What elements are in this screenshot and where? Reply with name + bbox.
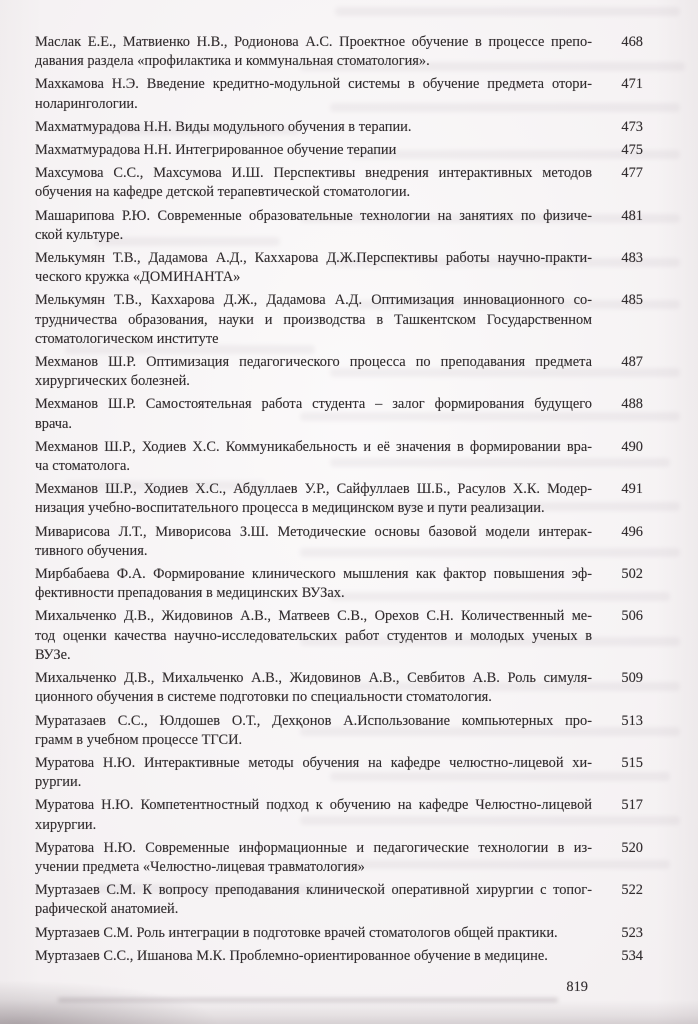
toc-entry-text bbox=[35, 164, 592, 202]
toc-entry bbox=[35, 796, 643, 834]
toc-entry-line: низация учебно-воспитательного процесса в медицинском вузе и пути реализации. bbox=[35, 500, 545, 517]
toc-entry-line: Муратазаев С.С., Юлдошев О.Т., Дехқонов А.Использование компьютерных про- bbox=[35, 712, 592, 729]
toc-entry-line: Мехманов Ш.Р., Ходиев Х.С. Коммуникабельность и её значения в формировании вра- bbox=[35, 438, 592, 455]
toc-entry-line: врача. bbox=[35, 415, 73, 432]
toc-entry-line: грамм в учебном процессе ТГСИ. bbox=[35, 731, 243, 748]
scan-smudge-line bbox=[58, 998, 558, 1002]
toc-entry-page-number: 488 bbox=[621, 396, 643, 413]
toc-entry-line: ча стоматолога. bbox=[35, 458, 131, 475]
toc-entry-page-number: 502 bbox=[621, 566, 643, 583]
toc-entry-text bbox=[35, 523, 592, 561]
toc-entry-text bbox=[35, 669, 592, 707]
page-number-folio: 819 bbox=[566, 978, 588, 995]
toc-entry-line: давания раздела «профилактика и коммунальная стоматология». bbox=[35, 53, 430, 70]
scan-bottom-shadow bbox=[0, 1000, 698, 1024]
toc-entry bbox=[35, 712, 643, 750]
toc-entry-line: ноларингологии. bbox=[35, 95, 138, 112]
toc-entry-line: ционного обучения в системе подготовки по специальности стоматология. bbox=[35, 689, 492, 706]
toc-entry-line: Мехманов Ш.Р., Ходиев Х.С., Абдуллаев У.Р., Сайфуллаев Ш.Б., Расулов Х.К. Модер- bbox=[35, 481, 592, 498]
toc-entry-text bbox=[35, 33, 592, 71]
toc-entry-text bbox=[35, 118, 592, 137]
toc-entry-line: Муратова Н.Ю. Современные информационные и педагогические технологии в из- bbox=[35, 839, 592, 856]
toc-entry bbox=[35, 523, 643, 561]
toc-entry-line: рафической анатомией. bbox=[35, 901, 179, 918]
toc-entry-page-number: 481 bbox=[621, 207, 643, 224]
toc-entry-page-number: 509 bbox=[621, 670, 643, 687]
toc-entry-page-number: 523 bbox=[621, 924, 643, 941]
toc-entry-line: фективности препадования в медицинских ВУЗах. bbox=[35, 585, 345, 602]
toc-entry-page-number: 496 bbox=[621, 523, 643, 540]
toc-entry-line: Мехманов Ш.Р. Оптимизация педагогического процесса по преподавания предмета bbox=[35, 354, 592, 371]
toc-entry-page-number: 491 bbox=[621, 481, 643, 498]
toc-entry bbox=[35, 118, 643, 137]
toc-entry-line: Михальченко Д.В., Михальченко А.В., Жидовинов А.В., Севбитов А.В. Роль симуля- bbox=[35, 670, 592, 687]
toc-entry-line: ВУЗе. bbox=[35, 646, 71, 663]
toc-entry-page-number: 473 bbox=[621, 118, 643, 135]
toc-entry-line: стоматологическом институте bbox=[35, 330, 219, 347]
toc-entry-text bbox=[35, 480, 592, 518]
toc-entry bbox=[35, 669, 643, 707]
toc-entry-page-number: 477 bbox=[621, 165, 643, 182]
toc-entry-line: тод оценки качества научно-исследовательских работ студентов и молодых ученых в bbox=[35, 627, 592, 644]
toc-entry bbox=[35, 607, 643, 665]
toc-entry bbox=[35, 947, 643, 966]
toc-entry-text bbox=[35, 353, 592, 391]
toc-entry-line: Мехманов Ш.Р. Самостоятельная работа студента – залог формирования будущего bbox=[35, 396, 592, 413]
toc-entry-page-number: 468 bbox=[621, 34, 643, 50]
toc-entry-page-number: 483 bbox=[621, 250, 643, 267]
toc-entry-text bbox=[35, 881, 592, 919]
toc-entry-text bbox=[35, 75, 592, 113]
toc-entry bbox=[35, 164, 643, 202]
toc-entry-text bbox=[35, 607, 592, 665]
toc-entry-page-number: 490 bbox=[621, 438, 643, 455]
toc-entry-line: тивного обучения. bbox=[35, 542, 148, 559]
toc-entry-line: Махматмурадова Н.Н. Интегрированное обучение терапии bbox=[35, 142, 397, 159]
toc-entry-page-number: 487 bbox=[621, 354, 643, 371]
toc-entry-text bbox=[35, 141, 592, 160]
toc-entry-page-number: 471 bbox=[621, 76, 643, 93]
toc-entry-line: обучения на кафедре детской терапевтической стоматологии. bbox=[35, 184, 411, 201]
toc-entry bbox=[35, 291, 643, 349]
toc-entry-text bbox=[35, 249, 592, 287]
toc-entry-line: Муратова Н.Ю. Компетентностный подход к обучению на кафедре Челюстно-лицевой bbox=[35, 797, 592, 814]
toc-entry-text bbox=[35, 291, 592, 349]
toc-entry-page-number: 485 bbox=[621, 292, 643, 309]
toc-entry-line: рургии. bbox=[35, 774, 82, 791]
toc-entry-line: Маслак Е.Е., Матвиенко Н.В., Родионова А.С. Проектное обучение в процессе препо- bbox=[35, 34, 592, 50]
toc-entry bbox=[35, 839, 643, 877]
toc-entry-page-number: 522 bbox=[621, 882, 643, 899]
toc-entry bbox=[35, 33, 643, 71]
toc-entry-text bbox=[35, 754, 592, 792]
toc-entry-line: Муртазаев С.С., Ишанова М.К. Проблемно-ориентированное обучение в медицине. bbox=[35, 947, 548, 964]
toc-entry bbox=[35, 480, 643, 518]
toc-entry-text bbox=[35, 438, 592, 476]
toc-entry bbox=[35, 141, 643, 160]
toc-entry-text bbox=[35, 947, 592, 966]
toc-entry-line: Махсумова С.С., Махсумова И.Ш. Перспективы внедрения интерактивных методов bbox=[35, 165, 592, 182]
toc-entry-text bbox=[35, 207, 592, 245]
toc-entry bbox=[35, 565, 643, 603]
toc-entry-page-number: 475 bbox=[621, 142, 643, 159]
toc-entry-line: трудничества образования, науки и производства в Ташкентском Государственном bbox=[35, 311, 592, 328]
toc-entry bbox=[35, 249, 643, 287]
toc-entry-line: Муратова Н.Ю. Интерактивные методы обучения на кафедре челюстно-лицевой хи- bbox=[35, 754, 592, 771]
toc-entry-line: Мелькумян Т.В., Дадамова А.Д., Каххарова Д.Ж.Перспективы работы научно-практи- bbox=[35, 250, 592, 267]
toc-entry-line: Миварисова Л.Т., Миворисова З.Ш. Методические основы базовой модели интерак- bbox=[35, 523, 592, 540]
toc-entry bbox=[35, 924, 643, 943]
toc-entry-line: хирургии. bbox=[35, 816, 97, 833]
toc-entry bbox=[35, 438, 643, 476]
toc-entry-page-number: 517 bbox=[621, 797, 643, 814]
toc-entry-line: Мирбабаева Ф.А. Формирование клинического мышления как фактор повышения эф- bbox=[35, 566, 592, 583]
toc-entry bbox=[35, 881, 643, 919]
toc-entry bbox=[35, 207, 643, 245]
toc-entry-page-number: 506 bbox=[621, 608, 643, 625]
toc-entry-line: хирургических болезней. bbox=[35, 373, 190, 390]
toc-entry-line: ческого кружка «ДОМИНАНТА» bbox=[35, 269, 241, 286]
toc-entry-page-number: 513 bbox=[621, 712, 643, 729]
toc-entry bbox=[35, 75, 643, 113]
toc-entry-line: Махкамова Н.Э. Введение кредитно-модульной системы в обучение предмета отори- bbox=[35, 76, 592, 93]
toc-entry-line: ской культуре. bbox=[35, 226, 124, 243]
toc-entry-text bbox=[35, 565, 592, 603]
toc-entry-text bbox=[35, 839, 592, 877]
toc-entry-page-number: 534 bbox=[621, 947, 643, 964]
toc-entry-text bbox=[35, 796, 592, 834]
toc-entry-text bbox=[35, 395, 592, 433]
toc-entry-line: Муртазаев С.М. Роль интеграции в подготовке врачей стоматологов общей практики. bbox=[35, 924, 558, 941]
toc-entry-text bbox=[35, 712, 592, 750]
toc-list bbox=[35, 33, 643, 966]
toc-entry-line: учении предмета «Челюстно-лицевая травматология» bbox=[35, 858, 365, 875]
toc-entry-page-number: 520 bbox=[621, 839, 643, 856]
toc-entry bbox=[35, 353, 643, 391]
toc-entry-line: Машарипова Р.Ю. Современные образовательные технологии на занятиях по физиче- bbox=[35, 207, 592, 224]
toc-entry bbox=[35, 395, 643, 433]
toc-entry bbox=[35, 754, 643, 792]
toc-entry-line: Мелькумян Т.В., Каххарова Д.Ж., Дадамова А.Д. Оптимизация инновационного со- bbox=[35, 292, 592, 309]
toc-entry-line: Муртазаев С.М. К вопросу преподавания клинической оперативной хирургии с топог- bbox=[35, 882, 592, 899]
toc-entry-page-number: 515 bbox=[621, 754, 643, 771]
toc-entry-line: Махматмурадова Н.Н. Виды модульного обучения в терапии. bbox=[35, 118, 412, 135]
toc-entry-text bbox=[35, 924, 592, 943]
toc-entry-line: Михальченко Д.В., Жидовинов А.В., Матвеев С.В., Орехов С.Н. Количественный ме- bbox=[35, 608, 592, 625]
